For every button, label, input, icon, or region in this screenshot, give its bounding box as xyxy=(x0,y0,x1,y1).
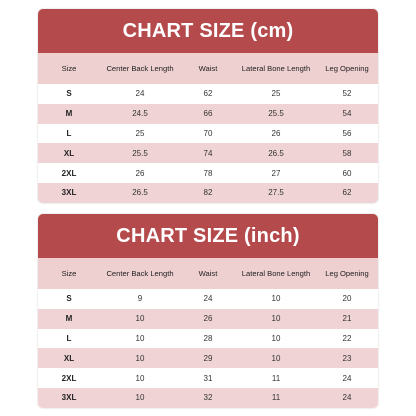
size-cell: 3XL xyxy=(61,188,77,198)
table-cell: 27 xyxy=(271,168,281,178)
table-row xyxy=(38,329,378,349)
column-header-center-back-length: Center Back Length xyxy=(106,269,174,278)
table-row xyxy=(38,183,378,203)
table-cell: 10 xyxy=(135,373,145,383)
table-cell: 10 xyxy=(271,314,281,324)
table-cell: 26 xyxy=(271,128,281,138)
table-row xyxy=(38,84,378,104)
table-cell: 10 xyxy=(135,314,145,324)
table-cell: 26.5 xyxy=(132,188,148,198)
column-header-size: Size xyxy=(61,64,77,73)
header-row xyxy=(38,53,378,84)
table-cell: 10 xyxy=(271,294,281,304)
table-cell: 58 xyxy=(342,148,352,158)
table-cell: 22 xyxy=(342,333,352,343)
size-chart-cm xyxy=(38,9,378,203)
table-cell: 25.5 xyxy=(132,148,148,158)
column-header-lateral-bone-length: Lateral Bone Length xyxy=(241,269,311,278)
size-cell: L xyxy=(66,128,72,138)
table-row xyxy=(38,143,378,163)
table-cell: 24 xyxy=(342,373,352,383)
size-cell: M xyxy=(65,109,73,119)
table-cell: 21 xyxy=(342,314,352,324)
table-cell: 10 xyxy=(135,333,145,343)
table-cell: 10 xyxy=(135,353,145,363)
size-table-cm xyxy=(38,53,378,203)
header-row xyxy=(38,258,378,289)
table-cell: 10 xyxy=(271,353,281,363)
table-row xyxy=(38,348,378,368)
table-cell: 9 xyxy=(137,294,143,304)
table-cell: 26 xyxy=(135,168,145,178)
size-chart-inch xyxy=(38,214,378,408)
table-row xyxy=(38,104,378,124)
table-cell: 78 xyxy=(203,168,213,178)
table-cell: 27.5 xyxy=(268,188,284,198)
table-cell: 24.5 xyxy=(132,109,148,119)
table-cell: 66 xyxy=(203,109,213,119)
table-cell: 25.5 xyxy=(268,109,284,119)
size-cell: S xyxy=(66,294,72,304)
table-cell: 82 xyxy=(203,188,213,198)
size-cell: L xyxy=(66,333,72,343)
table-row xyxy=(38,124,378,144)
table-cell: 60 xyxy=(342,168,352,178)
column-header-waist: Waist xyxy=(198,64,218,73)
table-cell: 56 xyxy=(342,128,352,138)
table-cell: 52 xyxy=(342,89,352,99)
table-row xyxy=(38,289,378,309)
table-cell: 31 xyxy=(203,373,213,383)
table-cell: 32 xyxy=(203,393,213,403)
table-row xyxy=(38,388,378,408)
table-cell: 54 xyxy=(342,109,352,119)
table-cell: 26 xyxy=(203,314,213,324)
size-cell: S xyxy=(66,89,72,99)
table-cell: 28 xyxy=(203,333,213,343)
table-cell: 11 xyxy=(271,373,281,383)
column-header-leg-opening: Leg Opening xyxy=(325,64,369,73)
table-cell: 62 xyxy=(203,89,213,99)
table-cell: 25 xyxy=(135,128,145,138)
column-header-leg-opening: Leg Opening xyxy=(325,269,369,278)
table-cell: 25 xyxy=(271,89,281,99)
table-cell: 26.5 xyxy=(268,148,284,158)
table-row xyxy=(38,163,378,183)
chart-title-inch: CHART SIZE (inch) xyxy=(38,214,378,258)
table-cell: 24 xyxy=(342,393,352,403)
table-cell: 24 xyxy=(135,89,145,99)
table-cell: 10 xyxy=(271,333,281,343)
size-cell: XL xyxy=(63,148,75,158)
table-cell: 70 xyxy=(203,128,213,138)
size-cell: 3XL xyxy=(61,393,77,403)
column-header-waist: Waist xyxy=(198,269,218,278)
size-cell: 2XL xyxy=(61,373,77,383)
size-cell: 2XL xyxy=(61,168,77,178)
table-cell: 20 xyxy=(342,294,352,304)
table-cell: 23 xyxy=(342,353,352,363)
table-cell: 62 xyxy=(342,188,352,198)
table-row xyxy=(38,368,378,388)
chart-title-cm: CHART SIZE (cm) xyxy=(38,9,378,53)
column-header-center-back-length: Center Back Length xyxy=(106,64,174,73)
size-cell: M xyxy=(65,314,73,324)
column-header-lateral-bone-length: Lateral Bone Length xyxy=(241,64,311,73)
size-cell: XL xyxy=(63,353,75,363)
table-cell: 24 xyxy=(203,294,213,304)
column-header-size: Size xyxy=(61,269,77,278)
table-cell: 10 xyxy=(135,393,145,403)
table-cell: 29 xyxy=(203,353,213,363)
table-row xyxy=(38,309,378,329)
size-table-inch xyxy=(38,258,378,408)
table-cell: 74 xyxy=(203,148,213,158)
table-cell: 11 xyxy=(271,393,281,403)
